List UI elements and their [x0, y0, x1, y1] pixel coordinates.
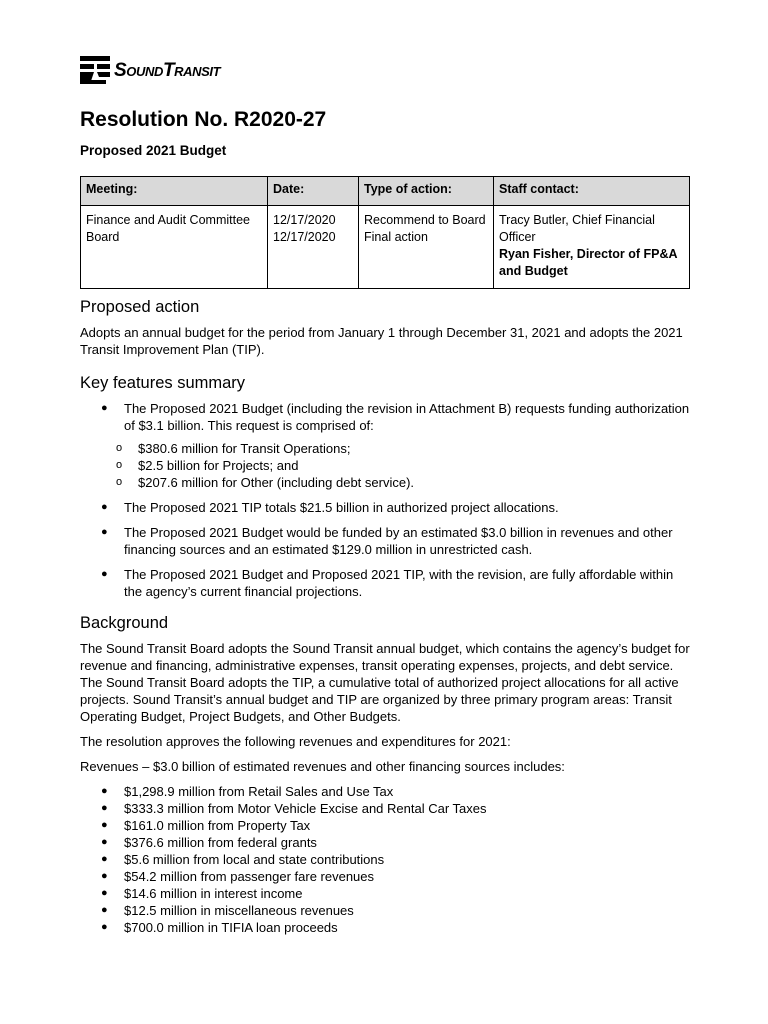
list-item — [80, 440, 692, 457]
background-paragraph-2: The resolution approves the following revenues and expenditures for 2021: — [80, 734, 511, 749]
meeting-1: Finance and Audit Committee — [86, 213, 250, 227]
cell-staff-contact — [494, 206, 690, 289]
list-item — [80, 566, 692, 600]
meeting-info-table — [80, 176, 690, 289]
bullet-icon: ● — [101, 819, 108, 831]
revenue-item: $12.5 million in miscellaneous revenues — [124, 903, 354, 918]
cell-date — [268, 206, 359, 289]
table-row — [81, 206, 690, 289]
action-2: Final action — [364, 230, 428, 244]
table-header-row — [81, 177, 690, 206]
contact-1: Tracy Butler, Chief Financial Officer — [499, 213, 655, 244]
list-item — [80, 885, 692, 902]
header-date: Date: — [268, 177, 359, 206]
page-title: Resolution No. R2020-27 — [80, 108, 327, 131]
bullet-icon: ● — [101, 568, 108, 580]
sub-item-1: $380.6 million for Transit Operations; — [138, 441, 351, 456]
sub-item-3: $207.6 million for Other (including debt service). — [138, 475, 415, 490]
circle-bullet-icon: o — [116, 442, 123, 454]
revenues-list — [80, 783, 692, 936]
list-item — [80, 834, 692, 851]
list-item — [80, 817, 692, 834]
date-2: 12/17/2020 — [273, 230, 336, 244]
bullet-icon: ● — [101, 785, 108, 797]
revenue-item: $1,298.9 million from Retail Sales and Use Tax — [124, 784, 394, 799]
action-1: Recommend to Board — [364, 213, 486, 227]
key-feature-4: The Proposed 2021 Budget and Proposed 2021 TIP, with the revision, are fully affordable within the agency’s current financial projections. — [124, 567, 674, 599]
meeting-2: Board — [86, 230, 120, 244]
header-staff-contact: Staff contact: — [494, 177, 690, 206]
key-features-list-cont — [80, 499, 692, 600]
date-1: 12/17/2020 — [273, 213, 336, 227]
list-item — [80, 474, 692, 491]
proposed-action-heading: Proposed action — [80, 298, 200, 316]
header-type-of-action: Type of action: — [359, 177, 494, 206]
list-item — [80, 499, 692, 516]
bullet-icon: ● — [101, 887, 108, 899]
contact-2: Ryan Fisher, Director of FP&A and Budget — [499, 247, 678, 278]
revenue-item: $376.6 million from federal grants — [124, 835, 317, 850]
sub-item-2: $2.5 billion for Projects; and — [138, 458, 299, 473]
list-item — [80, 783, 692, 800]
cell-meeting — [81, 206, 268, 289]
bullet-icon: ● — [101, 904, 108, 916]
revenue-item: $700.0 million in TIFIA loan proceeds — [124, 920, 338, 935]
list-item — [80, 800, 692, 817]
bullet-icon: ● — [101, 526, 108, 538]
proposed-action-text: Adopts an annual budget for the period from January 1 through December 31, 2021 and adopts the 2021 Transit Improvement Plan (TIP). — [80, 325, 683, 357]
bullet-icon: ● — [101, 501, 108, 513]
sound-transit-logo-icon — [80, 56, 110, 84]
key-features-heading: Key features summary — [80, 374, 246, 392]
bullet-icon: ● — [101, 402, 108, 414]
page-subtitle: Proposed 2021 Budget — [80, 143, 227, 158]
bullet-icon: ● — [101, 836, 108, 848]
list-item — [80, 919, 692, 936]
bullet-icon: ● — [101, 870, 108, 882]
circle-bullet-icon: o — [116, 459, 123, 471]
revenue-item: $54.2 million from passenger fare revenues — [124, 869, 375, 884]
bullet-icon: ● — [101, 802, 108, 814]
revenue-item: $333.3 million from Motor Vehicle Excise and Rental Car Taxes — [124, 801, 487, 816]
header-meeting: Meeting: — [81, 177, 268, 206]
revenue-item: $14.6 million in interest income — [124, 886, 303, 901]
background-heading: Background — [80, 614, 169, 632]
background-paragraph-3: Revenues – $3.0 billion of estimated revenues and other financing sources includes: — [80, 759, 565, 774]
key-features-list — [80, 400, 692, 434]
funding-breakdown-list — [80, 440, 692, 491]
list-item — [80, 902, 692, 919]
list-item — [80, 524, 692, 558]
list-item — [80, 400, 692, 434]
bullet-icon: ● — [101, 921, 108, 933]
sound-transit-logo — [80, 56, 220, 84]
bullet-icon: ● — [101, 853, 108, 865]
logo-wordmark: SoundTransit — [114, 59, 221, 81]
revenue-item: $5.6 million from local and state contributions — [124, 852, 385, 867]
key-feature-3: The Proposed 2021 Budget would be funded by an estimated $3.0 billion in revenues and other financing sources and an estimated $129.0 million in unrestricted cash. — [124, 525, 673, 557]
list-item — [80, 457, 692, 474]
list-item — [80, 851, 692, 868]
document-body — [80, 296, 692, 936]
list-item — [80, 868, 692, 885]
revenue-item: $161.0 million from Property Tax — [124, 818, 311, 833]
key-feature-2: The Proposed 2021 TIP totals $21.5 billion in authorized project allocations. — [124, 500, 559, 515]
background-paragraph-1: The Sound Transit Board adopts the Sound Transit annual budget, which contains the agency’s budget for revenue and financing, administrative expenses, transit operating expenses, projects, and debt service. The Sound Transit Board adopts the TIP, a cumulative total of authorized project allocations for all active projects. Sound Transit’s annual budget and TIP are organized by three primary program areas: Transit Operating Budget, Project Budgets, and Other Budgets. — [80, 641, 690, 724]
cell-action — [359, 206, 494, 289]
circle-bullet-icon: o — [116, 476, 123, 488]
key-feature-1: The Proposed 2021 Budget (including the revision in Attachment B) requests funding authorization of $3.1 billion. This request is comprised of: — [124, 401, 690, 433]
